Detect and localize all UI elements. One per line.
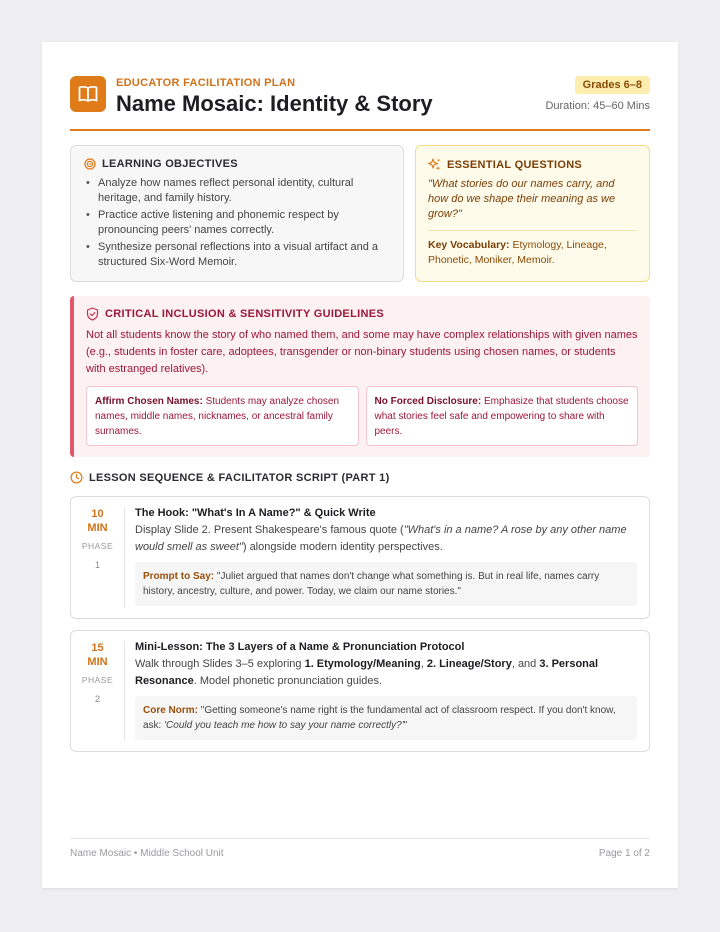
vocab-terms: Etymology, Lineage, Phonetic, Moniker, Memoir.	[428, 239, 607, 266]
phase-meta	[71, 507, 125, 608]
objectives-list	[84, 176, 390, 269]
essential-questions-panel	[415, 145, 650, 282]
learning-objectives-panel	[70, 145, 404, 282]
footer-left: Name Mosaic • Middle School Unit	[70, 848, 224, 859]
duration-label: Duration: 45–60 Mins	[545, 100, 650, 112]
list-item: • Synthesize personal reflections into a visual artifact and a structured Six-Word Memoir.	[84, 240, 390, 269]
desc-text: Display Slide 2. Present Shakespeare's famous quote (	[135, 524, 404, 536]
phase-title: Mini-Lesson: The 3 Layers of a Name & Pronunciation Protocol	[135, 641, 465, 653]
guidelines-heading-text: CRITICAL INCLUSION & SENSITIVITY GUIDELINES	[105, 308, 384, 320]
phase-content	[135, 507, 637, 606]
phase-number: 1	[94, 560, 100, 570]
script-italic: 'Could you teach me how to say your name correctly?'	[164, 720, 404, 731]
phase-meta	[71, 641, 125, 741]
phase-title: The Hook: "What's In A Name?" & Quick Write	[135, 507, 376, 519]
document-page	[42, 42, 678, 888]
facilitator-script	[135, 562, 637, 606]
phase-content	[135, 641, 637, 740]
desc-text: , and	[511, 658, 540, 670]
objectives-heading-text: LEARNING OBJECTIVES	[102, 158, 238, 170]
desc-bold: 3. Personal Resonance	[135, 658, 599, 687]
vocab-label: Key Vocabulary:	[428, 239, 510, 251]
inclusion-guidelines-panel	[70, 296, 650, 457]
phase-description	[135, 522, 637, 556]
script-label: Prompt to Say:	[143, 571, 215, 582]
questions-heading-text: ESSENTIAL QUESTIONS	[447, 158, 583, 171]
facilitator-script	[135, 696, 637, 740]
essential-question-quote: "What stories do our names carry, and how do we shape their meaning as we grow?"	[428, 177, 637, 231]
document-eyebrow: EDUCATOR FACILITATION PLAN	[116, 77, 296, 89]
guideline-card-label: No Forced Disclosure:	[374, 396, 482, 407]
desc-text: . Model phonetic pronunciation guides.	[193, 675, 383, 687]
shield-check-icon	[86, 307, 99, 321]
target-icon	[84, 158, 96, 170]
page-title: Name Mosaic: Identity & Story	[116, 91, 433, 116]
desc-bold: 2. Lineage/Story	[426, 658, 512, 670]
document-header	[70, 76, 650, 131]
phase-label: PHASE	[81, 675, 114, 685]
phase-label: PHASE	[81, 541, 114, 551]
guideline-card-label: Affirm Chosen Names:	[95, 396, 203, 407]
desc-text: ) alongside modern identity perspectives.	[242, 541, 443, 553]
phase-card-2	[70, 630, 650, 752]
script-text: "Getting someone's name right is the fundamental act of classroom respect. If you don't know, ask:	[143, 705, 616, 731]
phase-number: 2	[94, 694, 100, 704]
sparkle-icon	[428, 158, 441, 171]
desc-text: ,	[420, 658, 427, 670]
phase-description	[135, 656, 637, 690]
key-vocabulary	[428, 238, 637, 268]
lesson-sequence-heading-text: LESSON SEQUENCE & FACILITATOR SCRIPT (PART 1)	[89, 471, 390, 484]
questions-heading	[428, 158, 637, 171]
guideline-card-text: Students may analyze chosen names, middle names, nicknames, or ancestral family surnames.	[95, 396, 340, 437]
list-item: • Practice active listening and phonemic respect by pronouncing peers' names correctly.	[84, 208, 390, 237]
grade-badge: Grades 6–8	[575, 76, 650, 94]
desc-quote: "What's in a name? A rose by any other name would smell as sweet"	[135, 524, 627, 553]
guidelines-cards	[86, 386, 638, 446]
phase-duration-number: 15	[91, 642, 104, 654]
guideline-card	[86, 386, 359, 446]
guidelines-text: Not all students know the story of who named them, and some may have complex relationships with given names (e.g., students in foster care, adoptees, transgender or non-binary students using chosen names, or students with estranged relatives).	[86, 329, 638, 375]
desc-text: Walk through Slides 3–5 exploring	[135, 658, 305, 670]
phase-duration-unit: MIN	[87, 522, 108, 534]
phase-card-1	[70, 496, 650, 619]
desc-bold: 1. Etymology/Meaning	[304, 658, 421, 670]
script-text: "Juliet argued that names don't change what something is. But in real life, names carry history, ancestry, culture, and power. Today, we claim our name stories."	[143, 571, 600, 597]
book-icon	[70, 76, 106, 112]
objectives-heading	[84, 158, 390, 170]
clock-icon	[70, 471, 83, 484]
phase-duration-number: 10	[91, 508, 104, 520]
page-number: Page 1 of 2	[598, 848, 650, 859]
lesson-sequence-heading	[70, 471, 390, 484]
page-footer	[70, 838, 650, 859]
script-text: "	[403, 720, 408, 731]
script-label: Core Norm:	[143, 705, 199, 716]
guideline-card-text: Emphasize that students choose what stories feel safe and empowering to share with peers.	[374, 396, 629, 437]
guideline-card	[366, 386, 639, 446]
guidelines-heading	[86, 307, 638, 321]
phase-duration-unit: MIN	[87, 656, 108, 668]
list-item: • Analyze how names reflect personal identity, cultural heritage, and family history.	[84, 176, 390, 205]
